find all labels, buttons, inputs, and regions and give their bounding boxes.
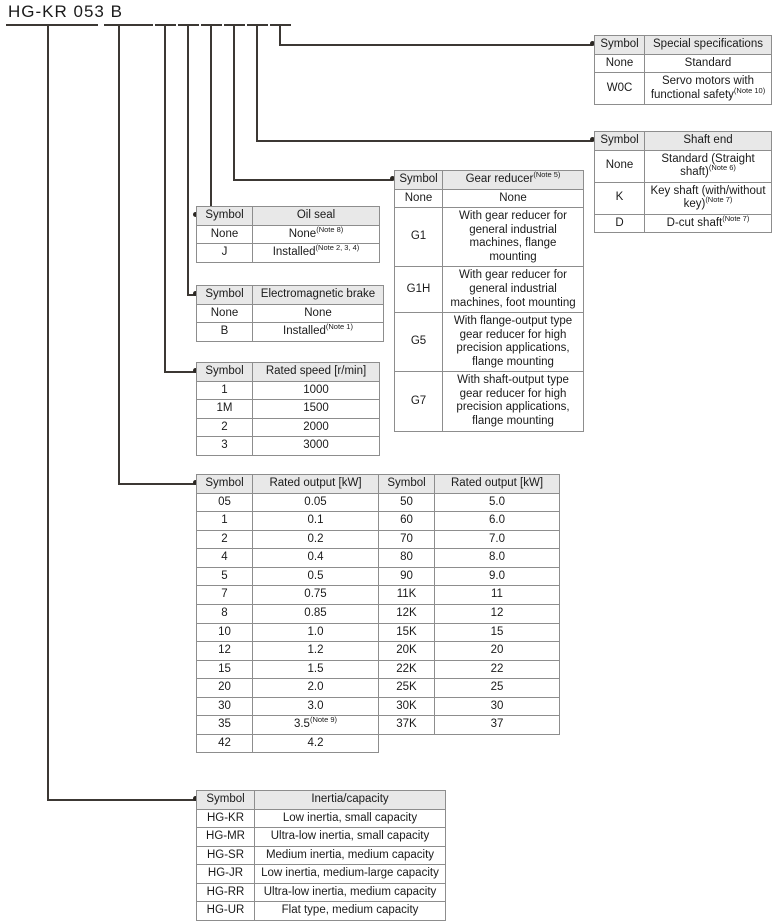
cell-symbol: W0C [595, 73, 645, 105]
table-row [197, 809, 446, 828]
col-header-desc: Inertia/capacity [255, 791, 446, 810]
cell-description: Key shaft (with/without key)$^{(Note 7)}$ [645, 182, 772, 214]
cell-description: None [443, 189, 584, 208]
col-header-symbol: Symbol [197, 475, 253, 494]
cell-symbol: G5 [395, 313, 443, 372]
underline-series [6, 24, 98, 26]
table-row [395, 267, 584, 313]
cell-symbol: K [595, 182, 645, 214]
cell-symbol2: 80 [379, 549, 435, 568]
table-row [197, 902, 446, 921]
table-row [197, 734, 560, 753]
cell-symbol: 42 [197, 734, 253, 753]
cell-symbol2: 11K [379, 586, 435, 605]
col-header-symbol: Symbol [197, 363, 253, 382]
col-header-desc-text: Gear reducer [465, 173, 534, 185]
cell-description2: 37 [435, 716, 560, 735]
table-row [197, 828, 446, 847]
table-body [595, 150, 772, 233]
table-row [197, 623, 560, 642]
table-body [197, 225, 380, 262]
cell-description2: 20 [435, 642, 560, 661]
cell-symbol: 20 [197, 679, 253, 698]
cell-symbol: J [197, 244, 253, 263]
leader-shaft-end-horizontal [256, 140, 592, 142]
cell-description2: 12 [435, 604, 560, 623]
cell-description: 0.85 [253, 604, 379, 623]
col-header-desc2: Rated output [kW] [435, 475, 560, 494]
cell-symbol2 [379, 734, 435, 753]
cell-symbol: 7 [197, 586, 253, 605]
leader-brake-vertical [187, 24, 189, 295]
col-header-symbol: Symbol [197, 286, 253, 305]
cell-symbol: 05 [197, 493, 253, 512]
table-row [197, 418, 380, 437]
cell-description: Standard (Straight shaft)$^{(Note 6)}$ [645, 150, 772, 182]
col-header-symbol: Symbol [595, 132, 645, 151]
cell-symbol: None [395, 189, 443, 208]
table-special-specifications [594, 35, 772, 105]
note-marker: (Note 1) [325, 322, 353, 332]
cell-symbol: 2 [197, 530, 253, 549]
cell-description2: 22 [435, 660, 560, 679]
cell-symbol: HG-UR [197, 902, 255, 921]
cell-symbol: G1H [395, 267, 443, 313]
cell-symbol: D [595, 214, 645, 233]
cell-description2: 9.0 [435, 567, 560, 586]
table-row [395, 189, 584, 208]
cell-symbol2: 12K [379, 604, 435, 623]
col-header-symbol: Symbol [395, 171, 443, 190]
col-header-symbol: Symbol [197, 791, 255, 810]
table-row [197, 604, 560, 623]
table-row [197, 642, 560, 661]
cell-symbol2: 20K [379, 642, 435, 661]
leader-series-horizontal [47, 799, 196, 801]
cell-symbol: G7 [395, 372, 443, 431]
cell-description: With gear reducer for general industrial machines, foot mounting [443, 267, 584, 313]
cell-description2: 8.0 [435, 549, 560, 568]
cell-description: 2.0 [253, 679, 379, 698]
table-oil-seal [196, 206, 380, 263]
cell-description2: 7.0 [435, 530, 560, 549]
cell-symbol: G1 [395, 208, 443, 267]
cell-description: Low inertia, medium-large capacity [255, 865, 446, 884]
col-header-desc: Electromagnetic brake [253, 286, 384, 305]
cell-description2: 25 [435, 679, 560, 698]
cell-symbol: 1 [197, 381, 253, 400]
table-electromagnetic-brake [196, 285, 384, 342]
table-row [595, 73, 772, 105]
table-row [197, 512, 560, 531]
cell-symbol: 8 [197, 604, 253, 623]
note-marker: (Note 7) [705, 195, 733, 205]
table-row [395, 313, 584, 372]
col-header-symbol2: Symbol [379, 475, 435, 494]
table-row [595, 182, 772, 214]
cell-description: D-cut shaft$^{(Note 7)}$ [645, 214, 772, 233]
table-row [395, 372, 584, 431]
table-row [595, 214, 772, 233]
cell-description: Ultra-low inertia, medium capacity [255, 883, 446, 902]
table-rated-output [196, 474, 560, 753]
cell-symbol: 4 [197, 549, 253, 568]
cell-symbol: 15 [197, 660, 253, 679]
table-row [197, 323, 384, 342]
cell-symbol: HG-MR [197, 828, 255, 847]
cell-description: 1.5 [253, 660, 379, 679]
col-header-desc: Rated output [kW] [253, 475, 379, 494]
cell-description: Medium inertia, medium capacity [255, 846, 446, 865]
col-header-desc: Shaft end [645, 132, 772, 151]
table-row [197, 567, 560, 586]
col-header-desc: Rated speed [r/min] [253, 363, 380, 382]
cell-symbol: HG-KR [197, 809, 255, 828]
table-row [595, 150, 772, 182]
table-row [197, 846, 446, 865]
table-row [395, 208, 584, 267]
table-row [197, 883, 446, 902]
note-marker: (Note 9) [309, 715, 338, 725]
cell-description: 0.4 [253, 549, 379, 568]
cell-description: 4.2 [253, 734, 379, 753]
cell-description: With shaft-output type gear reducer for high precision applications, flange mounting [443, 372, 584, 431]
cell-description: 0.5 [253, 567, 379, 586]
cell-symbol: 35 [197, 716, 253, 735]
cell-symbol: 2 [197, 418, 253, 437]
cell-description2: 15 [435, 623, 560, 642]
model-number-label: HG-KR 053 B [8, 2, 123, 21]
cell-symbol: 5 [197, 567, 253, 586]
cell-symbol2: 25K [379, 679, 435, 698]
cell-description: 1000 [253, 381, 380, 400]
leader-rated-output-horizontal [118, 483, 196, 485]
leader-rated-output-vertical [118, 24, 120, 484]
leader-gear-reducer-horizontal [233, 179, 392, 181]
cell-description2: 30 [435, 697, 560, 716]
leader-special-spec-vertical [279, 24, 281, 45]
leader-shaft-end-vertical [256, 24, 258, 141]
cell-description: 0.1 [253, 512, 379, 531]
cell-description: 1.0 [253, 623, 379, 642]
table-shaft-end [594, 131, 772, 233]
cell-description: Standard [645, 54, 772, 73]
cell-description: Low inertia, small capacity [255, 809, 446, 828]
underline-rated-output [104, 24, 153, 26]
note-marker: (Note 2, 3, 4) [315, 243, 360, 253]
table-row [197, 679, 560, 698]
cell-symbol2: 37K [379, 716, 435, 735]
leader-oil-seal-vertical [210, 24, 212, 216]
cell-description2: 11 [435, 586, 560, 605]
table-row [197, 660, 560, 679]
cell-symbol: 10 [197, 623, 253, 642]
table-rated-speed [196, 362, 380, 456]
table-row [197, 586, 560, 605]
cell-symbol2: 50 [379, 493, 435, 512]
cell-description2: 5.0 [435, 493, 560, 512]
table-body [197, 809, 446, 920]
cell-symbol2: 70 [379, 530, 435, 549]
cell-symbol: None [595, 54, 645, 73]
col-header-note: (Note 5) [533, 170, 561, 180]
cell-description: Installed$^{(Note 1)}$ [253, 323, 384, 342]
table-body [197, 493, 560, 753]
cell-description: $3.5^{(Note 9)}$ [253, 716, 379, 735]
leader-rated-speed-horizontal [164, 371, 196, 373]
table-row [595, 54, 772, 73]
cell-description: With gear reducer for general industrial machines, flange mounting [443, 208, 584, 267]
cell-description: 3000 [253, 437, 380, 456]
table-body [197, 381, 380, 455]
table-row [197, 697, 560, 716]
cell-symbol: 30 [197, 697, 253, 716]
cell-symbol2: 90 [379, 567, 435, 586]
cell-symbol: HG-JR [197, 865, 255, 884]
leader-rated-speed-vertical [164, 24, 166, 372]
cell-symbol: None [197, 304, 253, 323]
table-row [197, 225, 380, 244]
table-row [197, 304, 384, 323]
cell-description2 [435, 734, 560, 753]
cell-symbol: 3 [197, 437, 253, 456]
col-header-desc: Special specifications [645, 36, 772, 55]
cell-symbol2: 30K [379, 697, 435, 716]
table-inertia-capacity [196, 790, 446, 921]
cell-description: Installed$^{(Note 2, 3, 4)}$ [253, 244, 380, 263]
col-header-symbol: Symbol [595, 36, 645, 55]
cell-description2: 6.0 [435, 512, 560, 531]
table-row [197, 530, 560, 549]
cell-description: Flat type, medium capacity [255, 902, 446, 921]
leader-series-vertical [47, 24, 49, 800]
cell-description: None$^{(Note 8)}$ [253, 225, 380, 244]
cell-description: None [253, 304, 384, 323]
note-marker: (Note 8) [316, 224, 344, 234]
cell-symbol: 1M [197, 400, 253, 419]
table-row [197, 716, 560, 735]
cell-description: 0.75 [253, 586, 379, 605]
cell-symbol: 1 [197, 512, 253, 531]
table-body [395, 189, 584, 431]
cell-description: 1.2 [253, 642, 379, 661]
leader-gear-reducer-vertical [233, 24, 235, 180]
cell-description: 3.0 [253, 697, 379, 716]
cell-description: 0.05 [253, 493, 379, 512]
note-marker: (Note 10) [733, 85, 766, 95]
table-body [197, 304, 384, 341]
cell-symbol: HG-SR [197, 846, 255, 865]
cell-symbol: 12 [197, 642, 253, 661]
table-row [197, 437, 380, 456]
cell-symbol: B [197, 323, 253, 342]
cell-description: 2000 [253, 418, 380, 437]
leader-special-spec-horizontal [279, 44, 592, 46]
table-row [197, 549, 560, 568]
col-header-symbol: Symbol [197, 207, 253, 226]
cell-symbol2: 22K [379, 660, 435, 679]
cell-symbol: None [595, 150, 645, 182]
note-marker: (Note 6) [708, 163, 736, 173]
table-row [197, 244, 380, 263]
cell-description: Ultra-low inertia, small capacity [255, 828, 446, 847]
cell-symbol2: 60 [379, 512, 435, 531]
table-body [595, 54, 772, 105]
table-gear-reducer [394, 170, 584, 432]
cell-symbol: HG-RR [197, 883, 255, 902]
cell-symbol: None [197, 225, 253, 244]
col-header-desc [443, 171, 584, 190]
note-marker: (Note 7) [722, 213, 750, 223]
table-row [197, 381, 380, 400]
table-row [197, 865, 446, 884]
table-row [197, 493, 560, 512]
cell-description: With flange-output type gear reducer for high precision applications, flange mounting [443, 313, 584, 372]
col-header-desc: Oil seal [253, 207, 380, 226]
cell-description: Servo motors with functional safety$^{(Note 10)}$ [645, 73, 772, 105]
table-row [197, 400, 380, 419]
cell-description: 0.2 [253, 530, 379, 549]
cell-description: 1500 [253, 400, 380, 419]
cell-symbol2: 15K [379, 623, 435, 642]
